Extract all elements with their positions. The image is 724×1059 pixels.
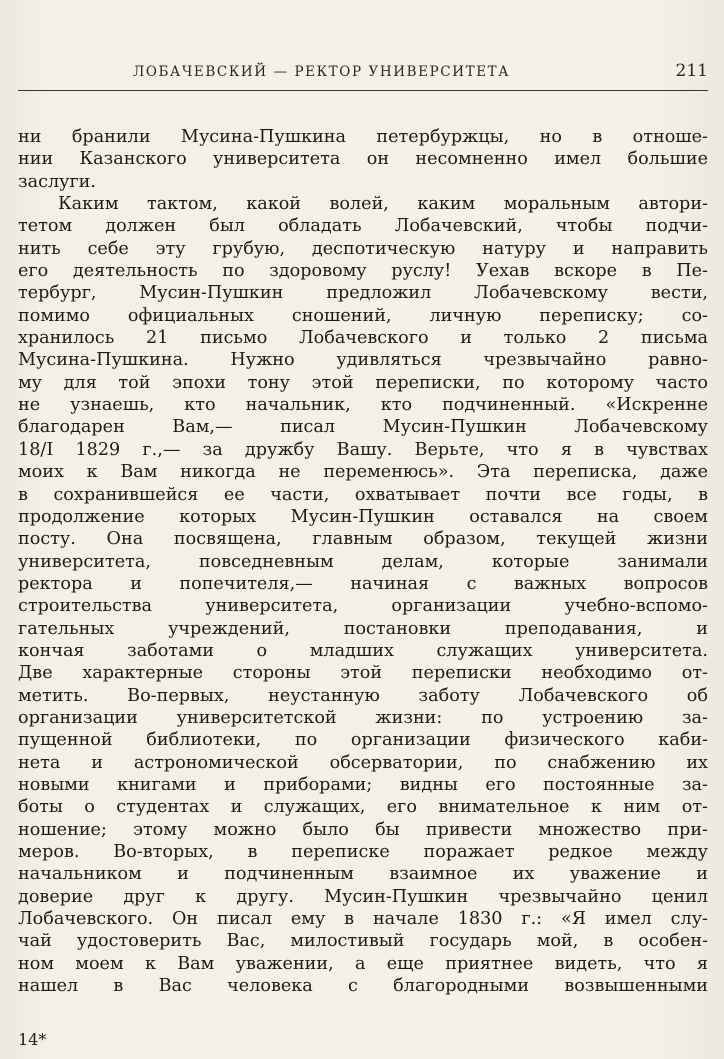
- text-line: метить. Во-первых, неустанную заботу Лобачевского об: [18, 685, 708, 706]
- page-header: [18, 60, 708, 88]
- text-line: нашел в Вас человека с благородными возвышенными: [18, 976, 708, 997]
- text-line: кончая заботами о младших служащих университета.: [18, 640, 708, 661]
- body-text: [18, 126, 708, 997]
- text-line: помимо официальных сношений, личную переписку; со-: [18, 305, 708, 326]
- text-line: му для той эпохи тону этой переписки, по которому часто: [18, 372, 708, 393]
- text-line: 18/I 1829 г.,— за дружбу Вашу. Верьте, что я в чувствах: [18, 439, 708, 460]
- text-line: посту. Она посвящена, главным образом, текущей жизни: [18, 529, 708, 550]
- text-line: новыми книгами и приборами; видны его постоянные за-: [18, 774, 708, 795]
- text-line: благодарен Вам,— писал Мусин-Пушкин Лобачевскому: [18, 417, 708, 438]
- text-line: нить себе эту грубую, деспотическую натуру и направить: [18, 238, 708, 259]
- text-line: ректора и попечителя,— начиная с важных вопросов: [18, 573, 708, 594]
- signature-mark: 14*: [18, 1030, 47, 1049]
- text-line: нета и астрономической обсерватории, по снабжению их: [18, 752, 708, 773]
- text-line: хранилось 21 письмо Лобачевского и только 2 письма: [18, 328, 708, 349]
- text-line: начальником и подчиненным взаимное их уважение и: [18, 864, 708, 885]
- text-line: чай удостоверить Вас, милостивый государь мой, в особен-: [18, 931, 708, 952]
- text-line: тербург, Мусин-Пушкин предложил Лобачевскому вести,: [18, 283, 708, 304]
- text-line: боты о студентах и служащих, его внимательное к ним от-: [18, 797, 708, 818]
- text-line: Две характерные стороны этой переписки необходимо от-: [18, 663, 708, 684]
- text-line: ном моем к Вам уважении, а еще приятнее видеть, что я: [18, 953, 708, 974]
- text-line: Мусина-Пушкина. Нужно удивляться чрезвычайно равно-: [18, 350, 708, 371]
- text-line: гательных учреждений, постановки преподавания, и: [18, 618, 708, 639]
- text-line: доверие друг к другу. Мусин-Пушкин чрезвычайно ценил: [18, 886, 708, 907]
- text-line: его деятельность по здоровому руслу! Уехав вскоре в Пе-: [18, 261, 708, 282]
- text-line: заслуги.: [18, 171, 97, 192]
- text-line: пущенной библиотеки, по организации физического каби-: [18, 730, 708, 751]
- text-line: университета, повседневным делам, которые занимали: [18, 551, 708, 572]
- text-line: строительства университета, организации учебно-вспомо-: [18, 596, 708, 617]
- text-line: тетом должен был обладать Лобачевский, чтобы подчи-: [18, 216, 708, 237]
- text-line: меров. Во-вторых, в переписке поражает редкое между: [18, 842, 708, 862]
- text-line: ношение; этому можно было бы привести множество при-: [18, 819, 708, 840]
- text-line: организации университетской жизни: по устроению за-: [18, 707, 708, 728]
- text-line: Лобачевского. Он писал ему в начале 1830 г.: «Я имел слу-: [18, 909, 708, 930]
- text-line: Каким тактом, какой волей, каким моральным автори-: [58, 194, 708, 215]
- text-line: нии Казанского университета он несомненно имел большие: [18, 149, 708, 170]
- page-number: 211: [675, 61, 708, 81]
- header-rule: [18, 90, 708, 91]
- running-title: ЛОБАЧЕВСКИЙ — РЕКТОР УНИВЕРСИТЕТА: [133, 64, 511, 80]
- text-line: ни бранили Мусина-Пушкина петербуржцы, но в отноше-: [18, 127, 708, 147]
- text-line: моих к Вам никогда не переменюсь». Эта переписка, даже: [18, 462, 708, 483]
- text-line: не узнаешь, кто начальник, кто подчиненный. «Искренне: [18, 395, 708, 416]
- text-line: продолжение которых Мусин-Пушкин оставался на своем: [18, 506, 708, 527]
- text-line: в сохранившейся ее части, охватывает почти все годы, в: [18, 484, 708, 505]
